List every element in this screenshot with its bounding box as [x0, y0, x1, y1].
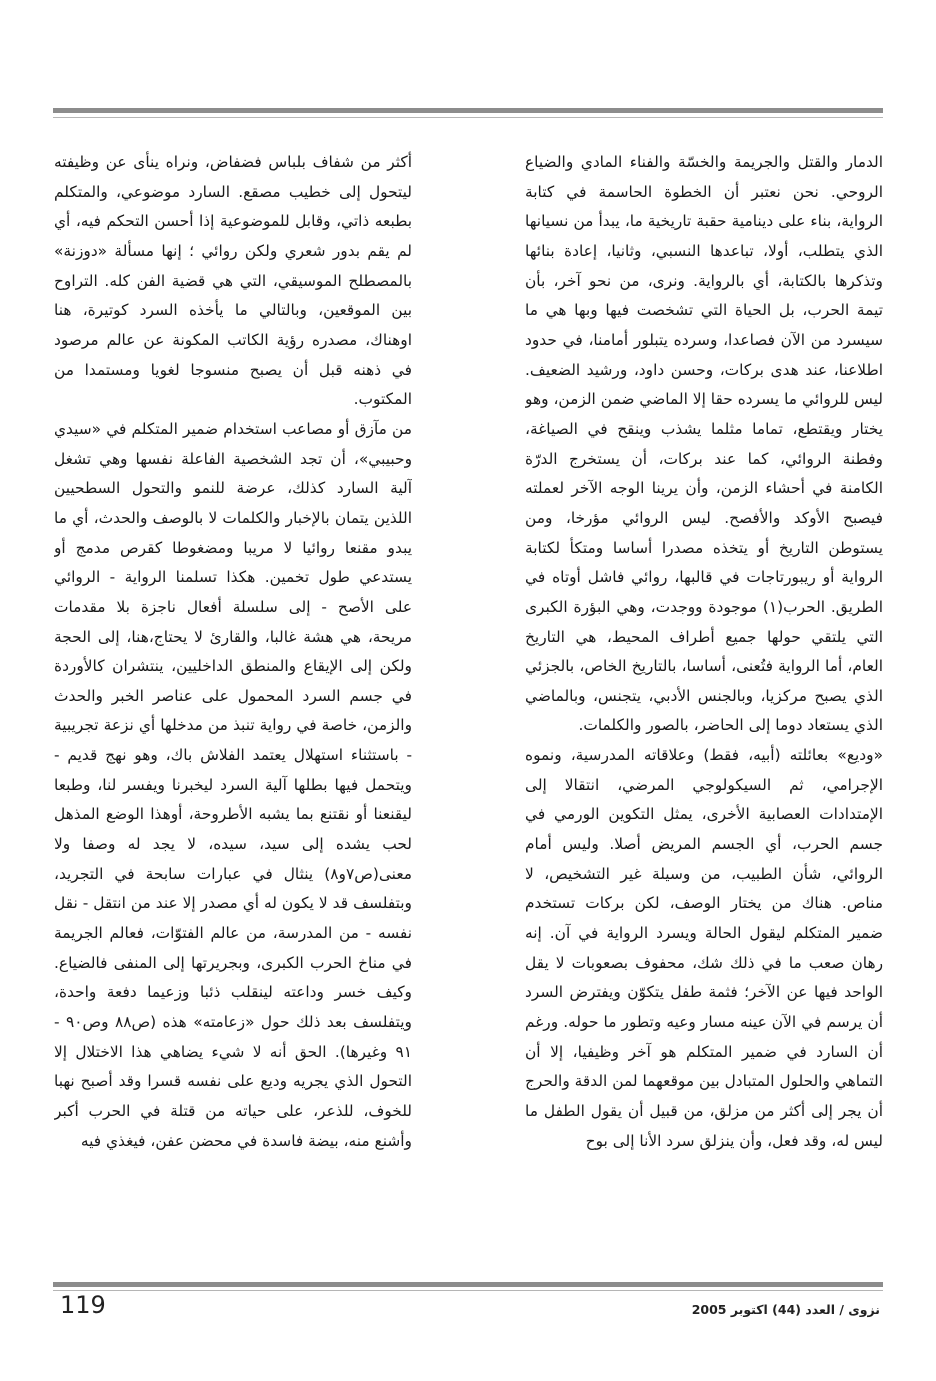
paragraph: «وديع» بعائلته (أبيه، فقط) وعلاقاته المدرسية، ونموه الإجرامي، ثم السيكولوجي المرضي، انتقالا إلى الإمتدادات العصابية الأخرى، يمثل التكوين الورمي في جسم الحرب، أي الجسم المريض أصلا. وليس أمام الروائي، شأن الطبيب، من وسيلة غير التشخيص، لا مناص. هناك من يختار الوصف، لكن بركات تستخدم ضمير المتكلم ليقول الحالة ويسرد الرواية في آن. إنه رهان صعب ما في ذلك شك، محفوف بصعوبات لا يقل الواحد فيها عن الآخر؛ فثمة طفل يتكوّن ويفترض السرد أن يرسم في الآن عينه مسار وعيه وتطور ما حوله. ورغم أن السارد في ضمير المتكلم هو آخر وظيفيا، إلا أن التماهي والحلول المتبادل بين موقعهما لمن الدقة والحرج أن يجر إلى أكثر من مزلق، من قبيل أن يقول الطفل ما ليس له، وقد فعل، وأن ينزلق سرد الأنا إلى بوح	[525, 746, 883, 1150]
page-number: 119	[60, 1291, 106, 1319]
article-column-left	[54, 148, 412, 1248]
paragraph: أكثر من شفاف بلباس فضفاض، ونراه ينأى عن وظيفته ليتحول إلى خطيب مصقع. السارد موضوعي، والمتكلم بطبعه ذاتي، وقابل للموضوعية إذا أحسن التحكم فيه، أي لم يقم بدور شعري ولكن روائي ؛ إنها مسألة «دوزنة» بالمصطلح الموسيقي، التي هي قضية الفن كله. التراوح بين الموقعين، وبالتالي ما يأخذه السرد كوتيرة، هنا اوهناك، مصدره رؤية الكاتب المكونة عن عالم مرصود في ذهنه قبل أن يصبح منسوجا لغويا ومستمدا من المكتوب.	[54, 153, 412, 409]
top-rule-thin	[53, 117, 883, 118]
running-footer-title: نزوى / العدد (44) اكتوبر 2005	[691, 1302, 880, 1317]
top-rule	[53, 108, 883, 113]
bottom-rule-thin	[53, 1290, 883, 1291]
article-column-right	[525, 148, 883, 1248]
bottom-rule	[53, 1282, 883, 1287]
paragraph: من مآزق أو مصاعب استخدام ضمير المتكلم في «سيدي وحبيبي»، أن تجد الشخصية الفاعلة نفسها وهي تشغل آلية السارد كذلك، عرضة للنمو والتحول السطحيين اللذين يتمان بالإخبار والكلمات لا بالوصف والحدث، أي ما يبدو مقنعا روائيا لا مريبا ومضغوطا كقرص مدمج أو يستدعي طول تخمين. هكذا تسلمنا الرواية - الروائي على الأصح - إلى سلسلة أفعال ناجزة بلا مقدمات مريحة، هي هشة غالبا، والقارئ لا يحتاج،هنا، إلى الحجة ولكن إلى الإيقاع والمنطق الداخليين، ينتشران كالأوردة في جسم السرد المحمول على عناصر الخبر والحدث والزمن، خاصة في رواية تنبذ من مدخلها أي نزعة تجريبية - باستثناء استهلال يعتمد الفلاش باك، وهو نهج قديم - ويتحمل فيها بطلها آلية السرد ليخبرنا ويفسر لنا، وطبعا ليقنعنا أو نقتنع بما يشبه الأطروحة، أوهذا الوضع المذهل لحب يشده إلى سيد، سيده، لا يجد له وصفا ولا معنى(ص٧و٨) ينثال في عبارات سابحة في التجريد، وبتفلسف قد لا يكون له أي مصدر إلا عند من انتقل - نقل نفسه - من المدرسة، من عالم الفتوّات، فعالم الجريمة في مناخ الحرب الكبرى، وبجريرتها إلى المنفى فالضياع. وكيف خسر وداعته لينقلب ذئبا وزعيما دفعة واحدة، ويتفلسف بعد ذلك حول «زعامته» هذه (ص٨٨ وص٩٠ - ٩١ وغيرها). الحق أنه لا شيء يضاهي هذا الاختلال إلا التحول الذي يجريه وديع على نفسه قسرا وقد أصبح نهبا للخوف، للذعر، على حياته من قتلة في الحرب أكبر وأشنع منه، بيضة فاسدة في محضن عفن، فيغذي فيه	[54, 419, 412, 1150]
paragraph: الدمار والقتل والجريمة والخسّة والفناء المادي والضياع الروحي. نحن نعتبر أن الخطوة الحاسمة في كتابة الرواية، بناء على دينامية حقبة تاريخية ما، يبدأ من نسيانها الذي يتطلب، أولا، تباعدها النسبي، وثانيا، إعادة بنائها وتذكرها بالكتابة، أي بالرواية. ونرى، من نحو آخر، بأن تيمة الحرب، بل الحياة التي تشخصت فيها وبها هي ما سيسرد من الآن فصاعدا، وسرده يتبلور أمامنا، في حدود اطلاعنا، عند هدى بركات، وحسن داود، ورشيد الضعيف. ليس للروائي ما يسرده حقا إلا الماضي ضمن الزمن، وهو يختار ويقتطع، تماما مثلما يشذب وينقح في الصياغة، وفطنة الروائي، كما عند بركات، أن يستخرج الدرّة الكامنة في أحشاء الزمن، وأن يرينا الوجه الآخر لعملته فيصبح الأوكد والأفصح. ليس الروائي مؤرخا، ومن يستوطن التاريخ أو يتخذه مصدرا أساسا ومتكأ لكتابة الرواية أو ريبورتاجات في قالبها، روائي فاشل أوتاه في الطريق. الحرب(١) موجودة ووجدت، وهي البؤرة الكبرى التي يلتقي حولها جميع أطراف المحيط، هي التاريخ العام، أما الرواية فتُعنى، أساسا، بالتاريخ الخاص، بالجزئي الذي يصبح مركزيا، وبالجنس الأدبي، يتجنس، وبالماضي الذي يستعاد دوما إلى الحاضر، بالصور والكلمات.	[525, 153, 883, 735]
